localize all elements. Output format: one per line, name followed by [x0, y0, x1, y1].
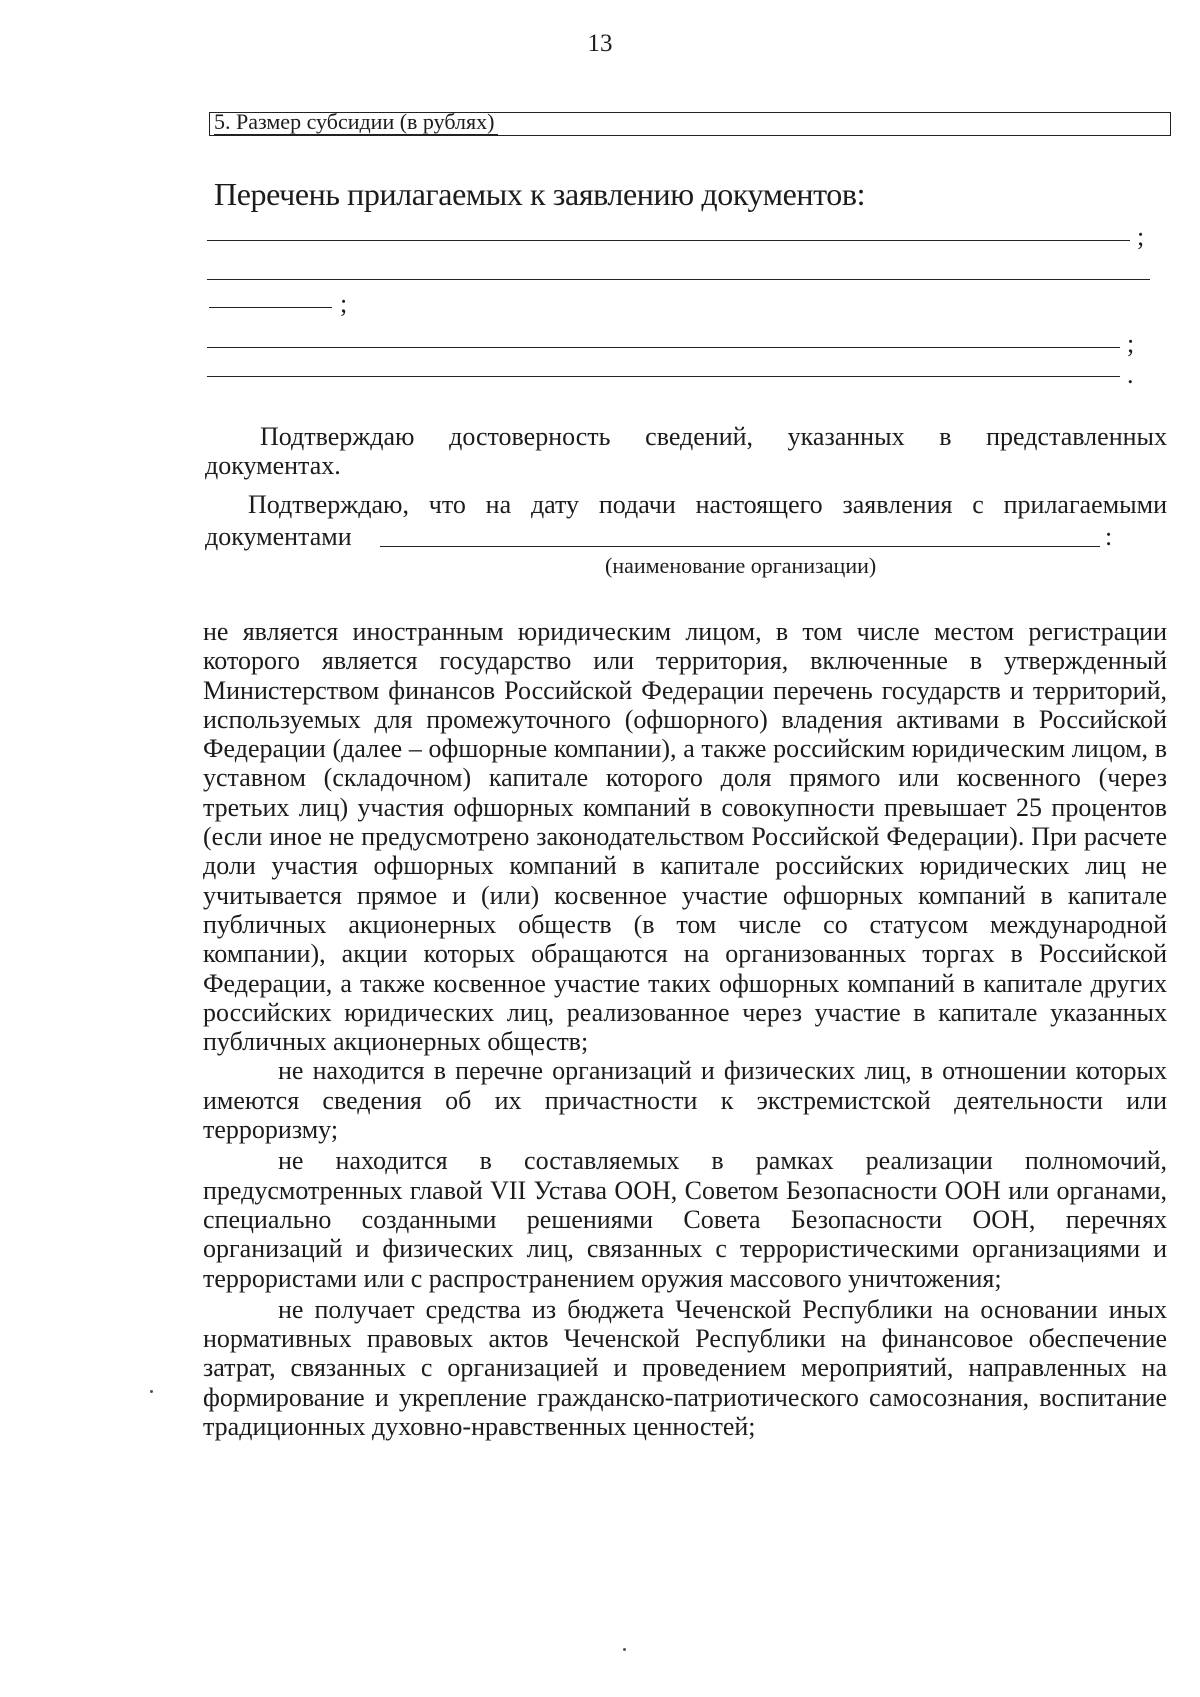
organization-name-blank[interactable] [380, 546, 1100, 547]
declaration-extremism: не находится в перечне организаций и физических лиц, в отношении которых имеются сведения об их причастности к экстремистской деятельности или терроризму; [203, 1056, 1167, 1145]
blank-line-1-semicolon: ; [1137, 222, 1145, 251]
attached-documents-heading: Перечень прилагаемых к заявлению документов: [214, 176, 866, 212]
document-blank-line-5[interactable] [207, 376, 1120, 377]
confirm-authenticity-paragraph: Подтверждаю достоверность сведений, указанных в представленных документах. [205, 422, 1167, 481]
page-number: 13 [587, 30, 613, 57]
document-blank-line-3[interactable] [209, 307, 332, 308]
declaration-budget-funds: не получает средства из бюджета Чеченской Республики на основании иных нормативных правовых актов Чеченской Республики на финансовое обеспечение затрат, связанных с организацией и проведением мероприятий, направленных на формирование и укрепление гражданско-патриотического самосознания, воспитание традиционных духовно-нравственных ценностей; [203, 1294, 1167, 1442]
document-blank-line-4[interactable] [207, 347, 1120, 348]
declarations-body [203, 617, 1167, 1441]
document-blank-line-1[interactable] [207, 240, 1130, 241]
scan-speck [623, 1648, 626, 1651]
blank-line-5-period: . [1127, 360, 1134, 389]
subsidy-amount-label: 5. Размер субсидии (в рублях) [214, 110, 498, 135]
declaration-un-lists: не находится в составляемых в рамках реализации полномочий, предусмотренных главой VII Устава ООН, Советом Безопасности ООН или органами, специально созданными решениями Совета Безопасности ООН, перечнях организаций и физических лиц, связанных с террористическими организациями и террористами или с распространением оружия массового уничтожения; [203, 1146, 1167, 1293]
document-blank-line-2[interactable] [207, 279, 1150, 280]
scan-speck [150, 1390, 153, 1393]
organization-name-colon: : [1105, 522, 1113, 551]
confirm-date-paragraph: Подтверждаю, что на дату подачи настоящего заявления с прилагаемыми [248, 490, 1167, 519]
confirm-date-prefix: документами [205, 522, 352, 551]
blank-line-4-semicolon: ; [1127, 329, 1135, 358]
subsidy-amount-row[interactable] [209, 109, 1171, 136]
blank-line-3-semicolon: ; [340, 289, 348, 318]
organization-name-caption: (наименование организации) [605, 553, 877, 578]
declaration-offshore: не является иностранным юридическим лицом, в том числе местом регистрации которого является государство или территория, включенные в утвержденный Министерством финансов Российской Федерации перечень государств и территорий, используемых для промежуточного (офшорного) владения активами в Российской Федерации (далее – офшорные компании), а также российским юридическим лицом, в уставном (складочном) капитале которого доля прямого или косвенного (через третьих лиц) участия офшорных компаний в совокупности превышает 25 процентов (если иное не предусмотрено законодательством Российской Федерации). При расчете доли участия офшорных компаний в капитале российских юридических лиц не учитывается прямое и (или) косвенное участие офшорных компаний в капитале публичных акционерных обществ (в том числе со статусом международной компании), акции которых обращаются на организованных торгах в Российской Федерации, а также косвенное участие таких офшорных компаний в капитале других российских юридических лиц, реализованное через участие в капитале указанных публичных акционерных обществ; [203, 617, 1167, 1057]
